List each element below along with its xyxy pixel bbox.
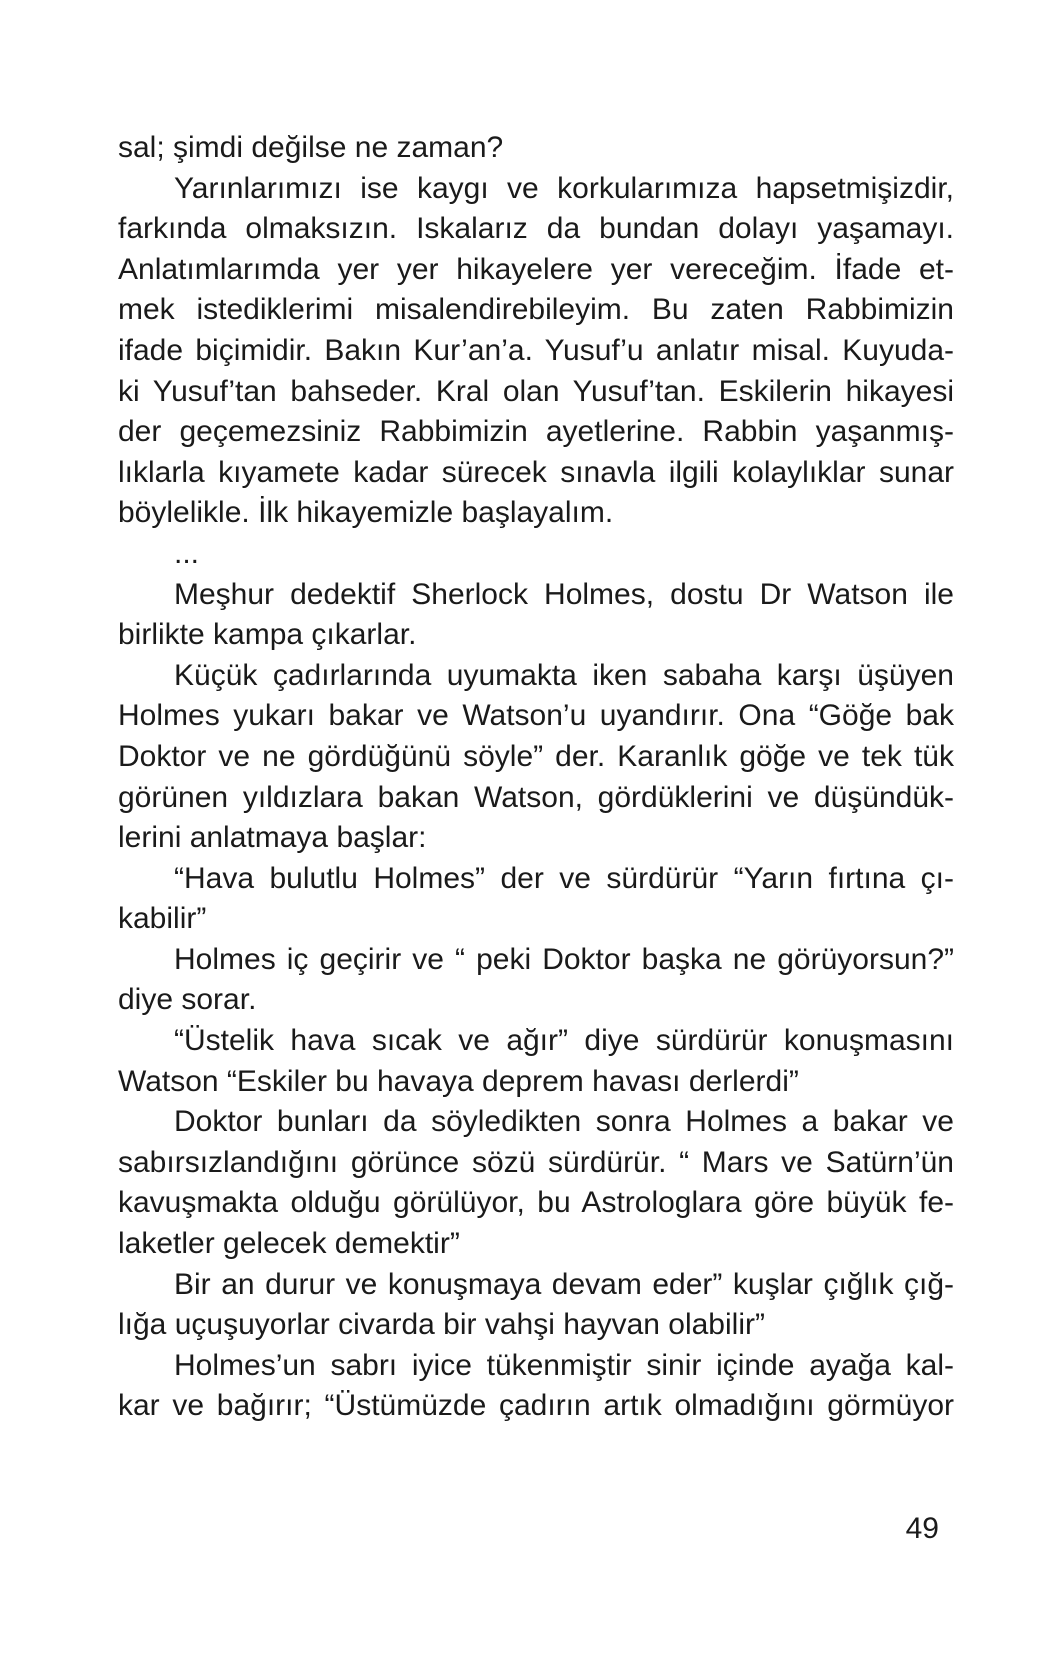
text-line: mek istediklerimi misalendirebileyim. Bu zaten Rabbimizin — [118, 293, 954, 327]
text-line: Bir an durur ve konuşmaya devam eder” kuşlar çığlık çığ- — [174, 1267, 954, 1301]
text-line: Anlatımlarımda yer yer hikayelere yer vereceğim. İfade et- — [118, 252, 954, 286]
text-line: sabırsızlandığını görünce sözü sürdürür. “ Mars ve Satürn’ün — [118, 1145, 954, 1179]
text-line: der geçemezsiniz Rabbimizin ayetlerine. Rabbin yaşanmış- — [118, 415, 954, 449]
text-line: “Üstelik hava sıcak ve ağır” diye sürdürür konuşmasını — [174, 1024, 954, 1058]
text-line: Meşhur dedektif Sherlock Holmes, dostu Dr Watson ile — [174, 577, 954, 611]
text-line: Doktor ve ne gördüğünü söyle” der. Karanlık göğe ve tek tük — [118, 739, 954, 773]
body-text — [118, 128, 954, 1427]
text-line: Doktor bunları da söyledikten sonra Holmes a bakar ve — [174, 1105, 954, 1139]
text-line: diye sorar. — [118, 983, 257, 1017]
text-line: Küçük çadırlarında uyumakta iken sabaha karşı üşüyen — [174, 658, 954, 692]
text-line: ifade biçimidir. Bakın Kur’an’a. Yusuf’u anlatır misal. Kuyuda- — [118, 333, 954, 367]
text-line: kavuşmakta olduğu görülüyor, bu Astrologlara göre büyük fe- — [118, 1186, 954, 1220]
text-line: Holmes yukarı bakar ve Watson’u uyandırır. Ona “Göğe bak — [118, 699, 954, 733]
text-line: Holmes’un sabrı iyice tükenmiştir sinir içinde ayağa kal- — [174, 1348, 954, 1382]
text-line: farkında olmaksızın. Iskalarız da bundan dolayı yaşamayı. — [118, 212, 954, 246]
text-line: Watson “Eskiler bu havaya deprem havası derlerdi” — [118, 1064, 799, 1098]
text-line: lığa uçuşuyorlar civarda bir vahşi hayvan olabilir” — [118, 1308, 765, 1342]
text-line: lıklarla kıyamete kadar sürecek sınavla ilgili kolaylıklar sunar — [118, 455, 954, 489]
text-line: kar ve bağırır; “Üstümüzde çadırın artık olmadığını görmüyor — [118, 1389, 954, 1423]
text-line: birlikte kampa çıkarlar. — [118, 618, 417, 652]
page-number: 49 — [905, 1512, 939, 1545]
text-line: görünen yıldızlara bakan Watson, gördüklerini ve düşündük- — [118, 780, 954, 814]
text-line: laketler gelecek demektir” — [118, 1227, 460, 1261]
text-line: ... — [174, 536, 200, 570]
text-line: Holmes iç geçirir ve “ peki Doktor başka ne görüyorsun?” — [174, 942, 954, 976]
text-line: kabilir” — [118, 902, 207, 936]
text-line: “Hava bulutlu Holmes” der ve sürdürür “Yarın fırtına çı- — [174, 861, 954, 895]
text-line: sal; şimdi değilse ne zaman? — [118, 131, 504, 164]
text-line: böylelikle. İlk hikayemizle başlayalım. — [118, 496, 614, 530]
text-line: lerini anlatmaya başlar: — [118, 821, 427, 855]
text-line: Yarınlarımızı ise kaygı ve korkularımıza hapsetmişizdir, — [174, 171, 954, 205]
text-line: ki Yusuf’tan bahseder. Kral olan Yusuf’tan. Eskilerin hikayesi — [118, 374, 954, 408]
